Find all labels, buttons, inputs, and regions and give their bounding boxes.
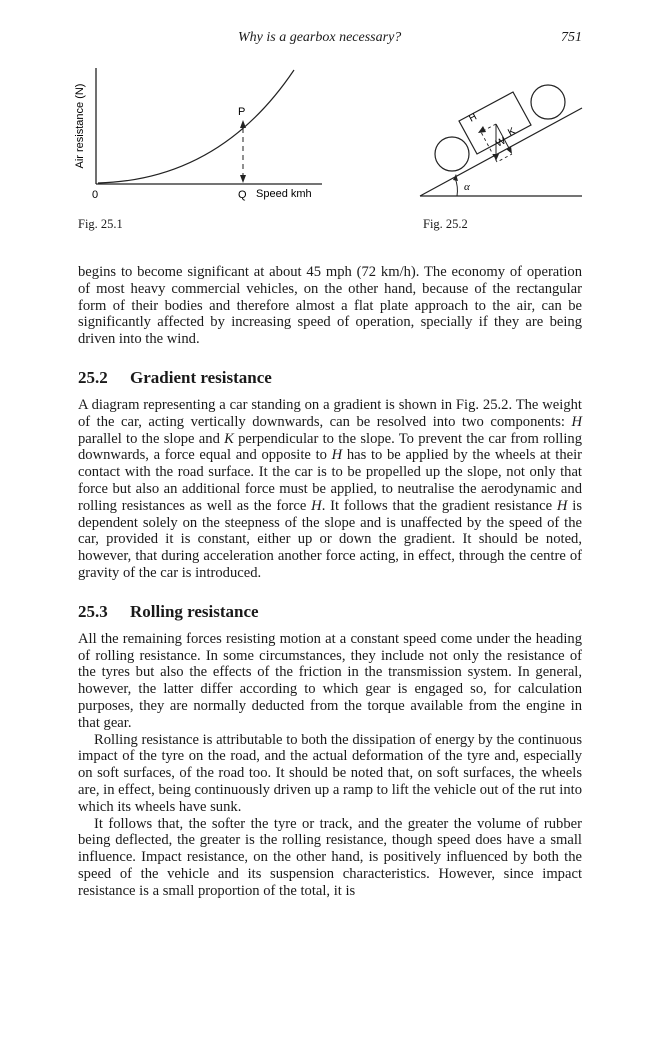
section-number: 25.2: [78, 367, 108, 387]
section-title: Rolling resistance: [130, 601, 259, 621]
front-wheel: [531, 85, 565, 119]
fig-25-2-caption: Fig. 25.2: [423, 217, 468, 231]
rear-wheel: [435, 137, 469, 171]
label-w: W: [494, 135, 508, 150]
symbol-h: H: [311, 497, 322, 514]
point-q-label: Q: [238, 189, 247, 201]
rolling-paragraph-3: It follows that, the softer the tyre or track, and the greater the volume of rubber being deflected, the greater is the rolling resistance, though speed does have a small influence. Impact resistance, on the other hand, is positively influenced by both the speed of the vehicle and its suspension characteristics. However, since impact resistance is a small proportion of the total, it is: [78, 815, 582, 899]
arrow-up-icon: [240, 120, 246, 128]
x-axis-label: Speed kmh: [256, 188, 312, 200]
intro-paragraph: begins to become significant at about 45 mph (72 km/h). The economy of operation of most heavy commercial vehicles, on the other hand, because of the rectangular form of their bodies and therefore almost a flat plate approach to the air, can be significantly affected by increasing speed of operation, specially if they are being driven into the wind.: [78, 264, 582, 348]
resistance-curve: [98, 70, 294, 183]
rolling-paragraph-2: Rolling resistance is attributable to both the dissipation of energy by the continuous impact of the tyre on the road, and the actual deformation of the tyre and, especially on soft surfaces, of the road too. It should be noted that, on soft surfaces, the wheels are, in effect, being continuously driven up a ramp to lift the vehicle out of the rut into which its wheels have sunk.: [78, 731, 582, 815]
label-alpha: α: [464, 181, 470, 193]
figure-25-1: [70, 62, 340, 202]
text-run: is dependent solely on the steepness of the slope and is unaffected by the speed of the car, provided it is constant, either up or down the gradient. It should be noted, however, that during acceleration another force acting, in effect, through the centre of gravity of the car is introduced.: [78, 497, 582, 581]
rolling-paragraph-1: All the remaining forces resisting motion at a constant speed come under the heading of rolling resistance. In some circumstances, they include not only the resistance of the tyres but also the effects of the friction in the transmission system. In general, however, the latter differ according to which gear is engaged so, for calculation purposes, they are normally deducted from the torque available from the engine in that gear.: [78, 630, 582, 731]
fig-25-1-caption: Fig. 25.1: [78, 217, 123, 231]
label-h: H: [467, 111, 479, 125]
symbol-k: K: [224, 430, 234, 447]
text-run: has to be applied by the wheels at their contact with the road surface. It the car is to be propelled up the slope, not only that force but also an additional force must be applied, to neutralise the aerodynamic and rolling resistances as well as the force: [78, 447, 583, 514]
figure-25-2: [414, 74, 586, 204]
text-run: A diagram representing a car standing on a gradient is shown in Fig. 25.2. The weight of the car, acting vertically downwards, can be resolved into two components:: [78, 396, 582, 430]
point-p-label: P: [238, 106, 246, 118]
gradient-diagram: [414, 74, 586, 204]
label-k: K: [506, 125, 518, 139]
symbol-h: H: [571, 413, 582, 430]
section-title: Gradient resistance: [130, 367, 272, 387]
text-run: . It follows that the gradient resistance: [321, 497, 557, 514]
text-run: parallel to the slope and: [78, 430, 225, 447]
page-number: 751: [561, 30, 582, 45]
car-body: [459, 92, 531, 154]
section-heading-rolling: [78, 602, 582, 622]
running-header: [78, 30, 582, 48]
gradient-paragraph: [78, 397, 582, 582]
section-heading-gradient: [78, 368, 582, 388]
arrow-down-icon: [240, 175, 246, 183]
text-run: perpendicular to the slope. To prevent the car from rolling downwards, a force equal and opposite to: [78, 430, 582, 464]
section-number: 25.3: [78, 601, 108, 621]
body-text: [78, 264, 582, 900]
origin-label: 0: [92, 189, 99, 201]
symbol-h: H: [556, 497, 568, 514]
symbol-h: H: [331, 447, 343, 464]
air-resistance-graph: [70, 62, 340, 202]
y-axis-label: Air resistance (N): [74, 83, 86, 169]
weight-arrow-icon: [493, 154, 499, 161]
running-title: Why is a gearbox necessary?: [238, 30, 402, 45]
